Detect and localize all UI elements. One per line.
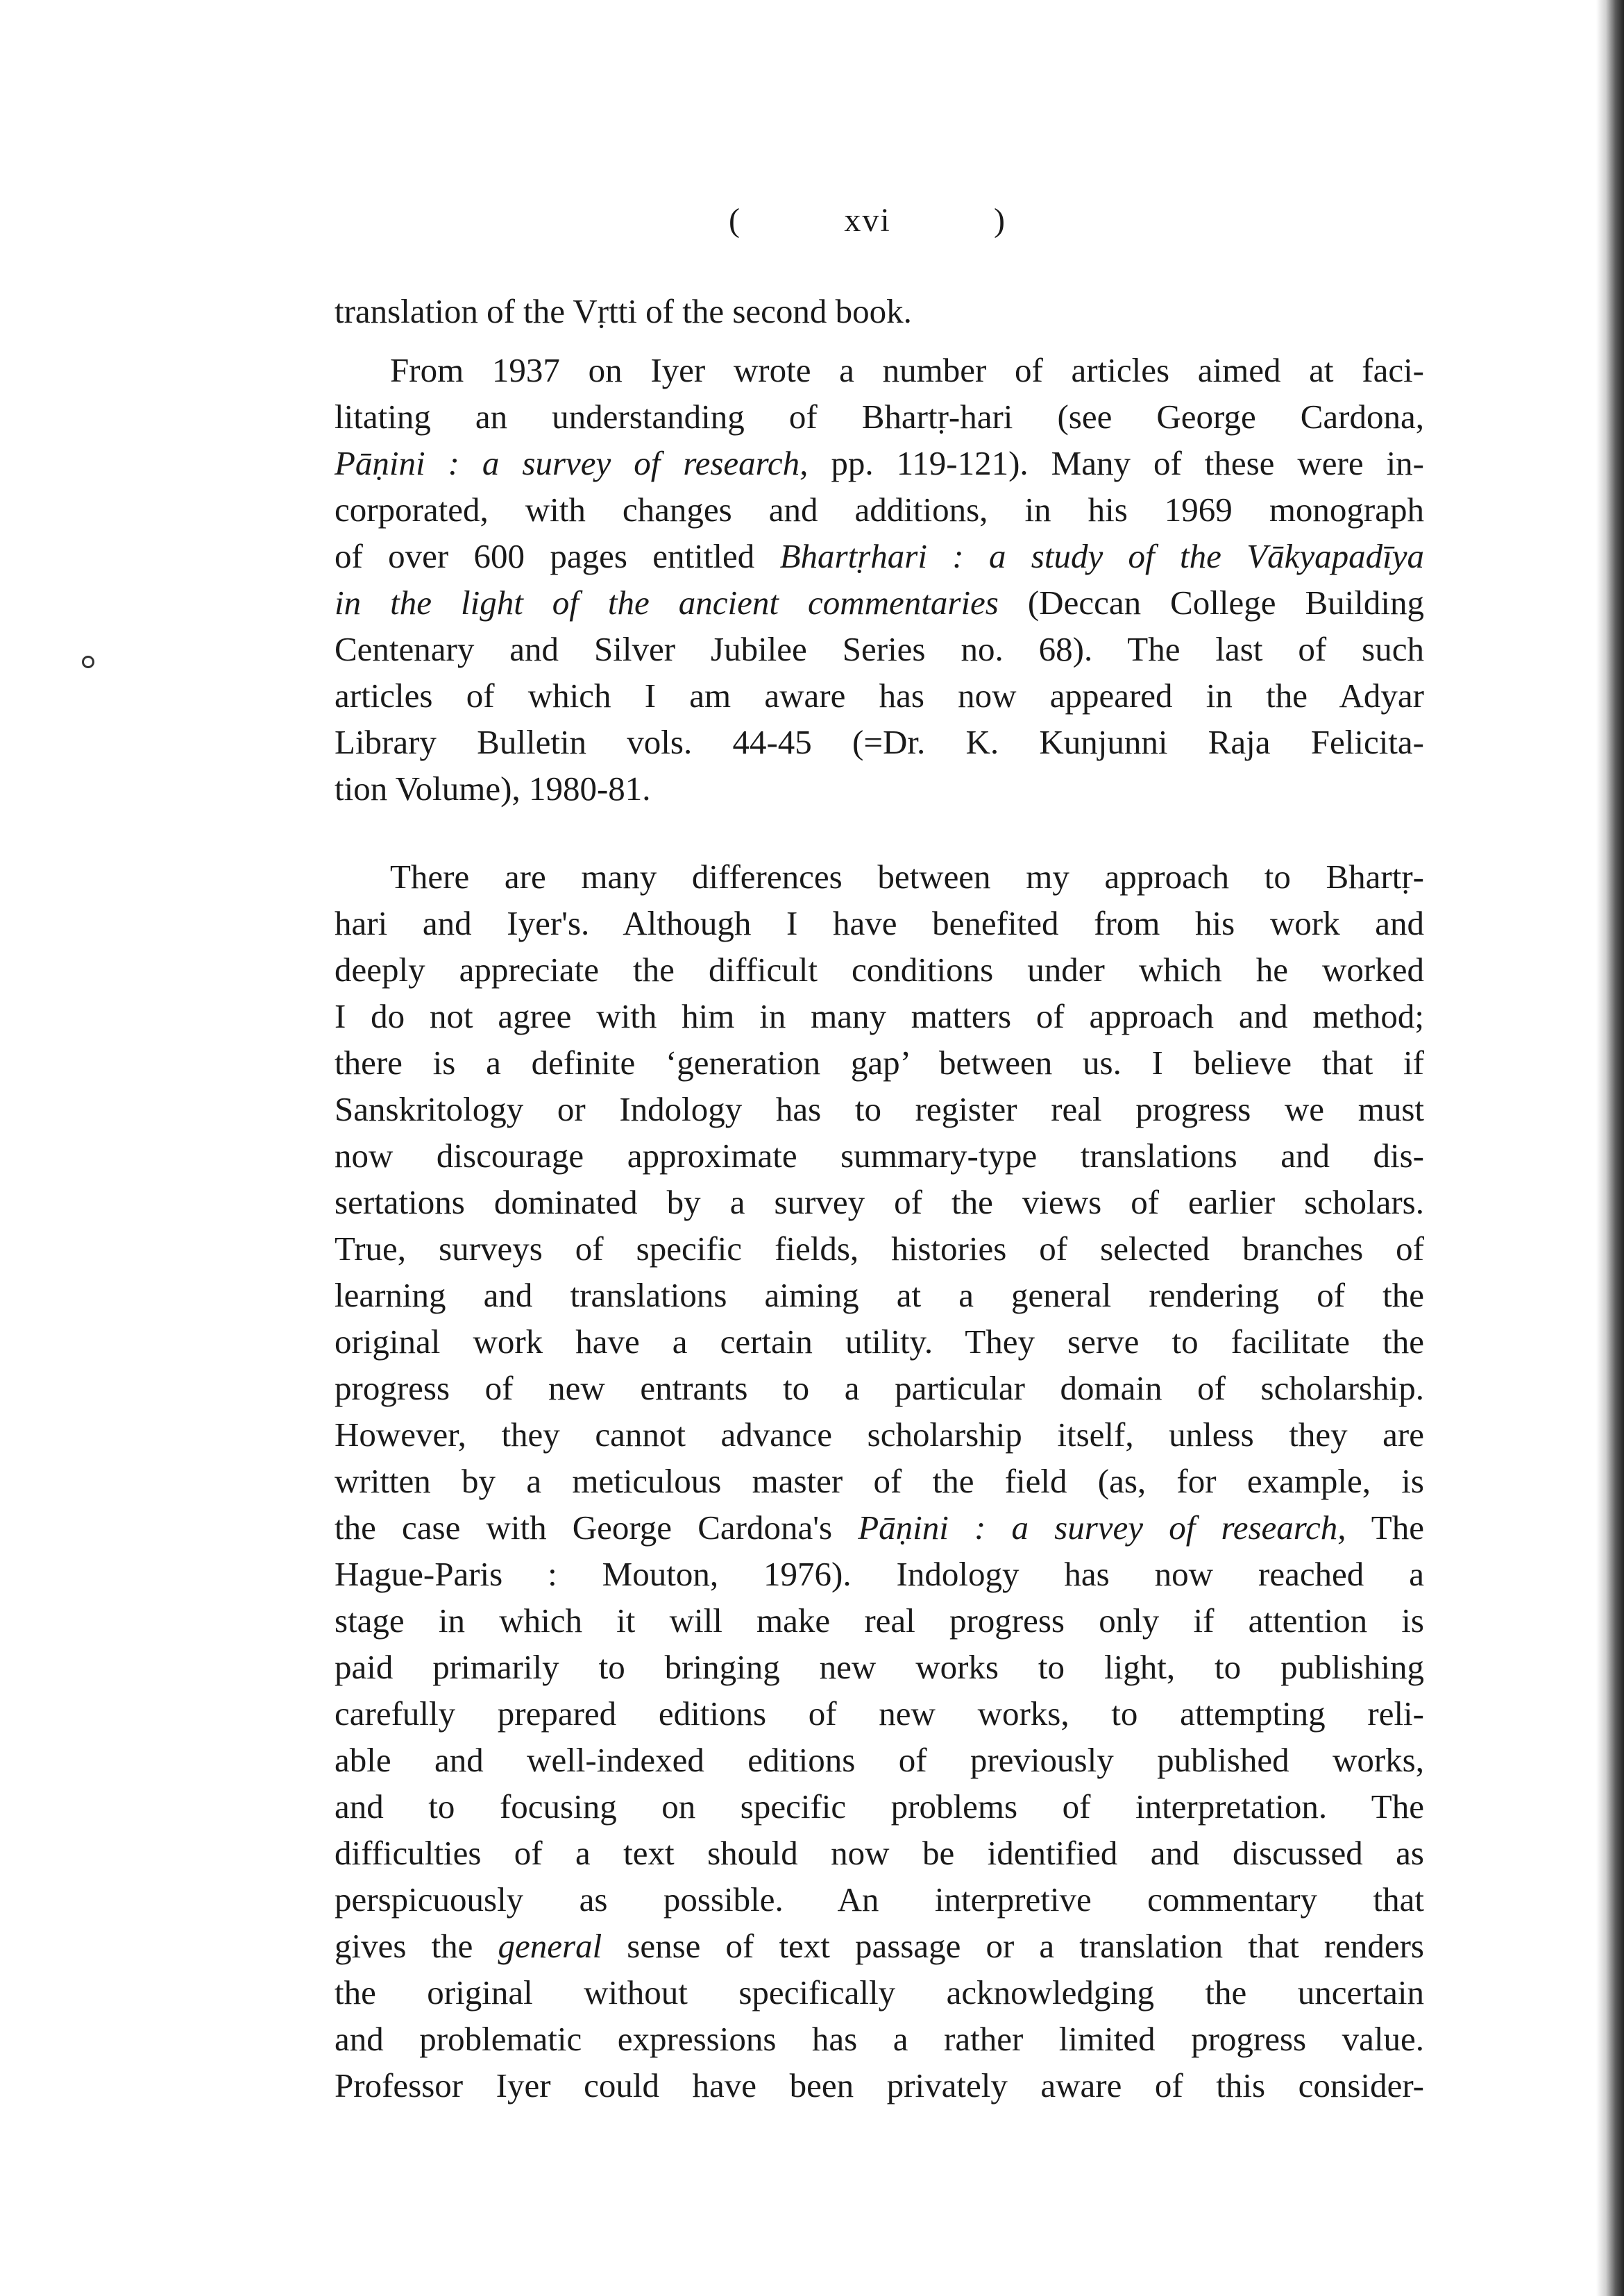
text-line: progress of new entrants to a particular domain of scholarship. (335, 1369, 1424, 1407)
text-line: learning and translations aiming at a general rendering of the (335, 1276, 1424, 1314)
text-line: and to focusing on specific problems of interpretation. The (335, 1787, 1424, 1826)
text-line: Sanskritology or Indology has to register real progress we must (335, 1090, 1424, 1128)
text-line: True, surveys of specific fields, histories of selected branches of (335, 1230, 1424, 1268)
text-line: Pāṇini : a survey of research, pp. 119-121). Many of these were in- (335, 444, 1425, 482)
paragraph-3 (335, 853, 1424, 2109)
text-line: There are many differences between my approach to Bhartṛ- (390, 858, 1424, 896)
text-line: difficulties of a text should now be identified and discussed as (335, 1834, 1424, 1872)
book-title-panini: Pāṇini : a survey of research, (335, 444, 809, 482)
margin-mark (82, 656, 94, 668)
text-line: and problematic expressions has a rather limited progress value. (335, 2020, 1424, 2058)
book-title-panini-2: Pāṇini : a survey of research, (858, 1508, 1346, 1547)
paragraph-2 (335, 347, 1424, 812)
text-line: corporated, with changes and additions, in his 1969 monograph (335, 491, 1424, 529)
text-line: Hague-Paris : Mouton, 1976). Indology has now reached a (335, 1555, 1424, 1593)
text-line: in the light of the ancient commentaries (Deccan College Building (335, 584, 1424, 622)
text-line: sertations dominated by a survey of the views of earlier scholars. (335, 1183, 1424, 1221)
text-line: Professor Iyer could have been privately aware of this consider- (335, 2066, 1424, 2104)
text-line: able and well-indexed editions of previously published works, (335, 1741, 1424, 1779)
text-line: the case with George Cardona's Pāṇini : a survey of research, The (335, 1508, 1424, 1547)
text-line: articles of which I am aware has now appeared in the Adyar (335, 677, 1424, 715)
page-number: xvi (844, 202, 891, 239)
text-line: there is a definite ‘generation gap’ between us. I believe that if (335, 1044, 1424, 1082)
book-title-bhartrhari: Bhartṛhari : a study of the Vākyapadīya (779, 537, 1424, 575)
header-close-paren: ) (994, 202, 1006, 239)
text-line: the original without specifically acknowledging the uncertain (335, 1973, 1424, 2012)
paragraph-1 (335, 288, 1424, 334)
text-line: perspicuously as possible. An interpretive commentary that (335, 1880, 1424, 1919)
header-open-paren: ( (729, 202, 741, 239)
text-line: written by a meticulous master of the field (as, for example, is (335, 1462, 1424, 1500)
text-line: I do not agree with him in many matters of approach and method; (335, 997, 1424, 1035)
text-line: Centenary and Silver Jubilee Series no. 68). The last of such (335, 630, 1424, 668)
emphasis-general: general (498, 1927, 602, 1965)
text-line: hari and Iyer's. Although I have benefited from his work and (335, 904, 1424, 942)
text-line: Library Bulletin vols. 44-45 (=Dr. K. Kunjunni Raja Felicita- (335, 723, 1424, 761)
text-line: litating an understanding of Bhartṛ-hari (see George Cardona, (335, 398, 1424, 436)
text-line: carefully prepared editions of new works, to attempting reli- (335, 1694, 1424, 1733)
text-line: stage in which it will make real progress only if attention is (335, 1601, 1424, 1640)
text-line: paid primarily to bringing new works to light, to publishing (335, 1648, 1424, 1686)
text-line: of over 600 pages entitled Bhartṛhari : a study of the Vākyapadīya (335, 537, 1424, 575)
text-line: translation of the Vṛtti of the second book. (335, 292, 912, 330)
text-line: tion Volume), 1980-81. (335, 769, 651, 808)
text-line: now discourage approximate summary-type translations and dis- (335, 1137, 1424, 1175)
text-line: However, they cannot advance scholarship itself, unless they are (335, 1415, 1424, 1454)
text-line: original work have a certain utility. They serve to facilitate the (335, 1323, 1424, 1361)
book-binding-edge (1596, 0, 1624, 2296)
text-line: From 1937 on Iyer wrote a number of articles aimed at faci- (390, 351, 1424, 389)
page-number-header (729, 201, 1006, 239)
text-line: gives the general sense of text passage or a translation that renders (335, 1927, 1424, 1965)
book-title-continued: in the light of the ancient commentaries (335, 584, 999, 622)
text-line: deeply appreciate the difficult conditions under which he worked (335, 951, 1424, 989)
